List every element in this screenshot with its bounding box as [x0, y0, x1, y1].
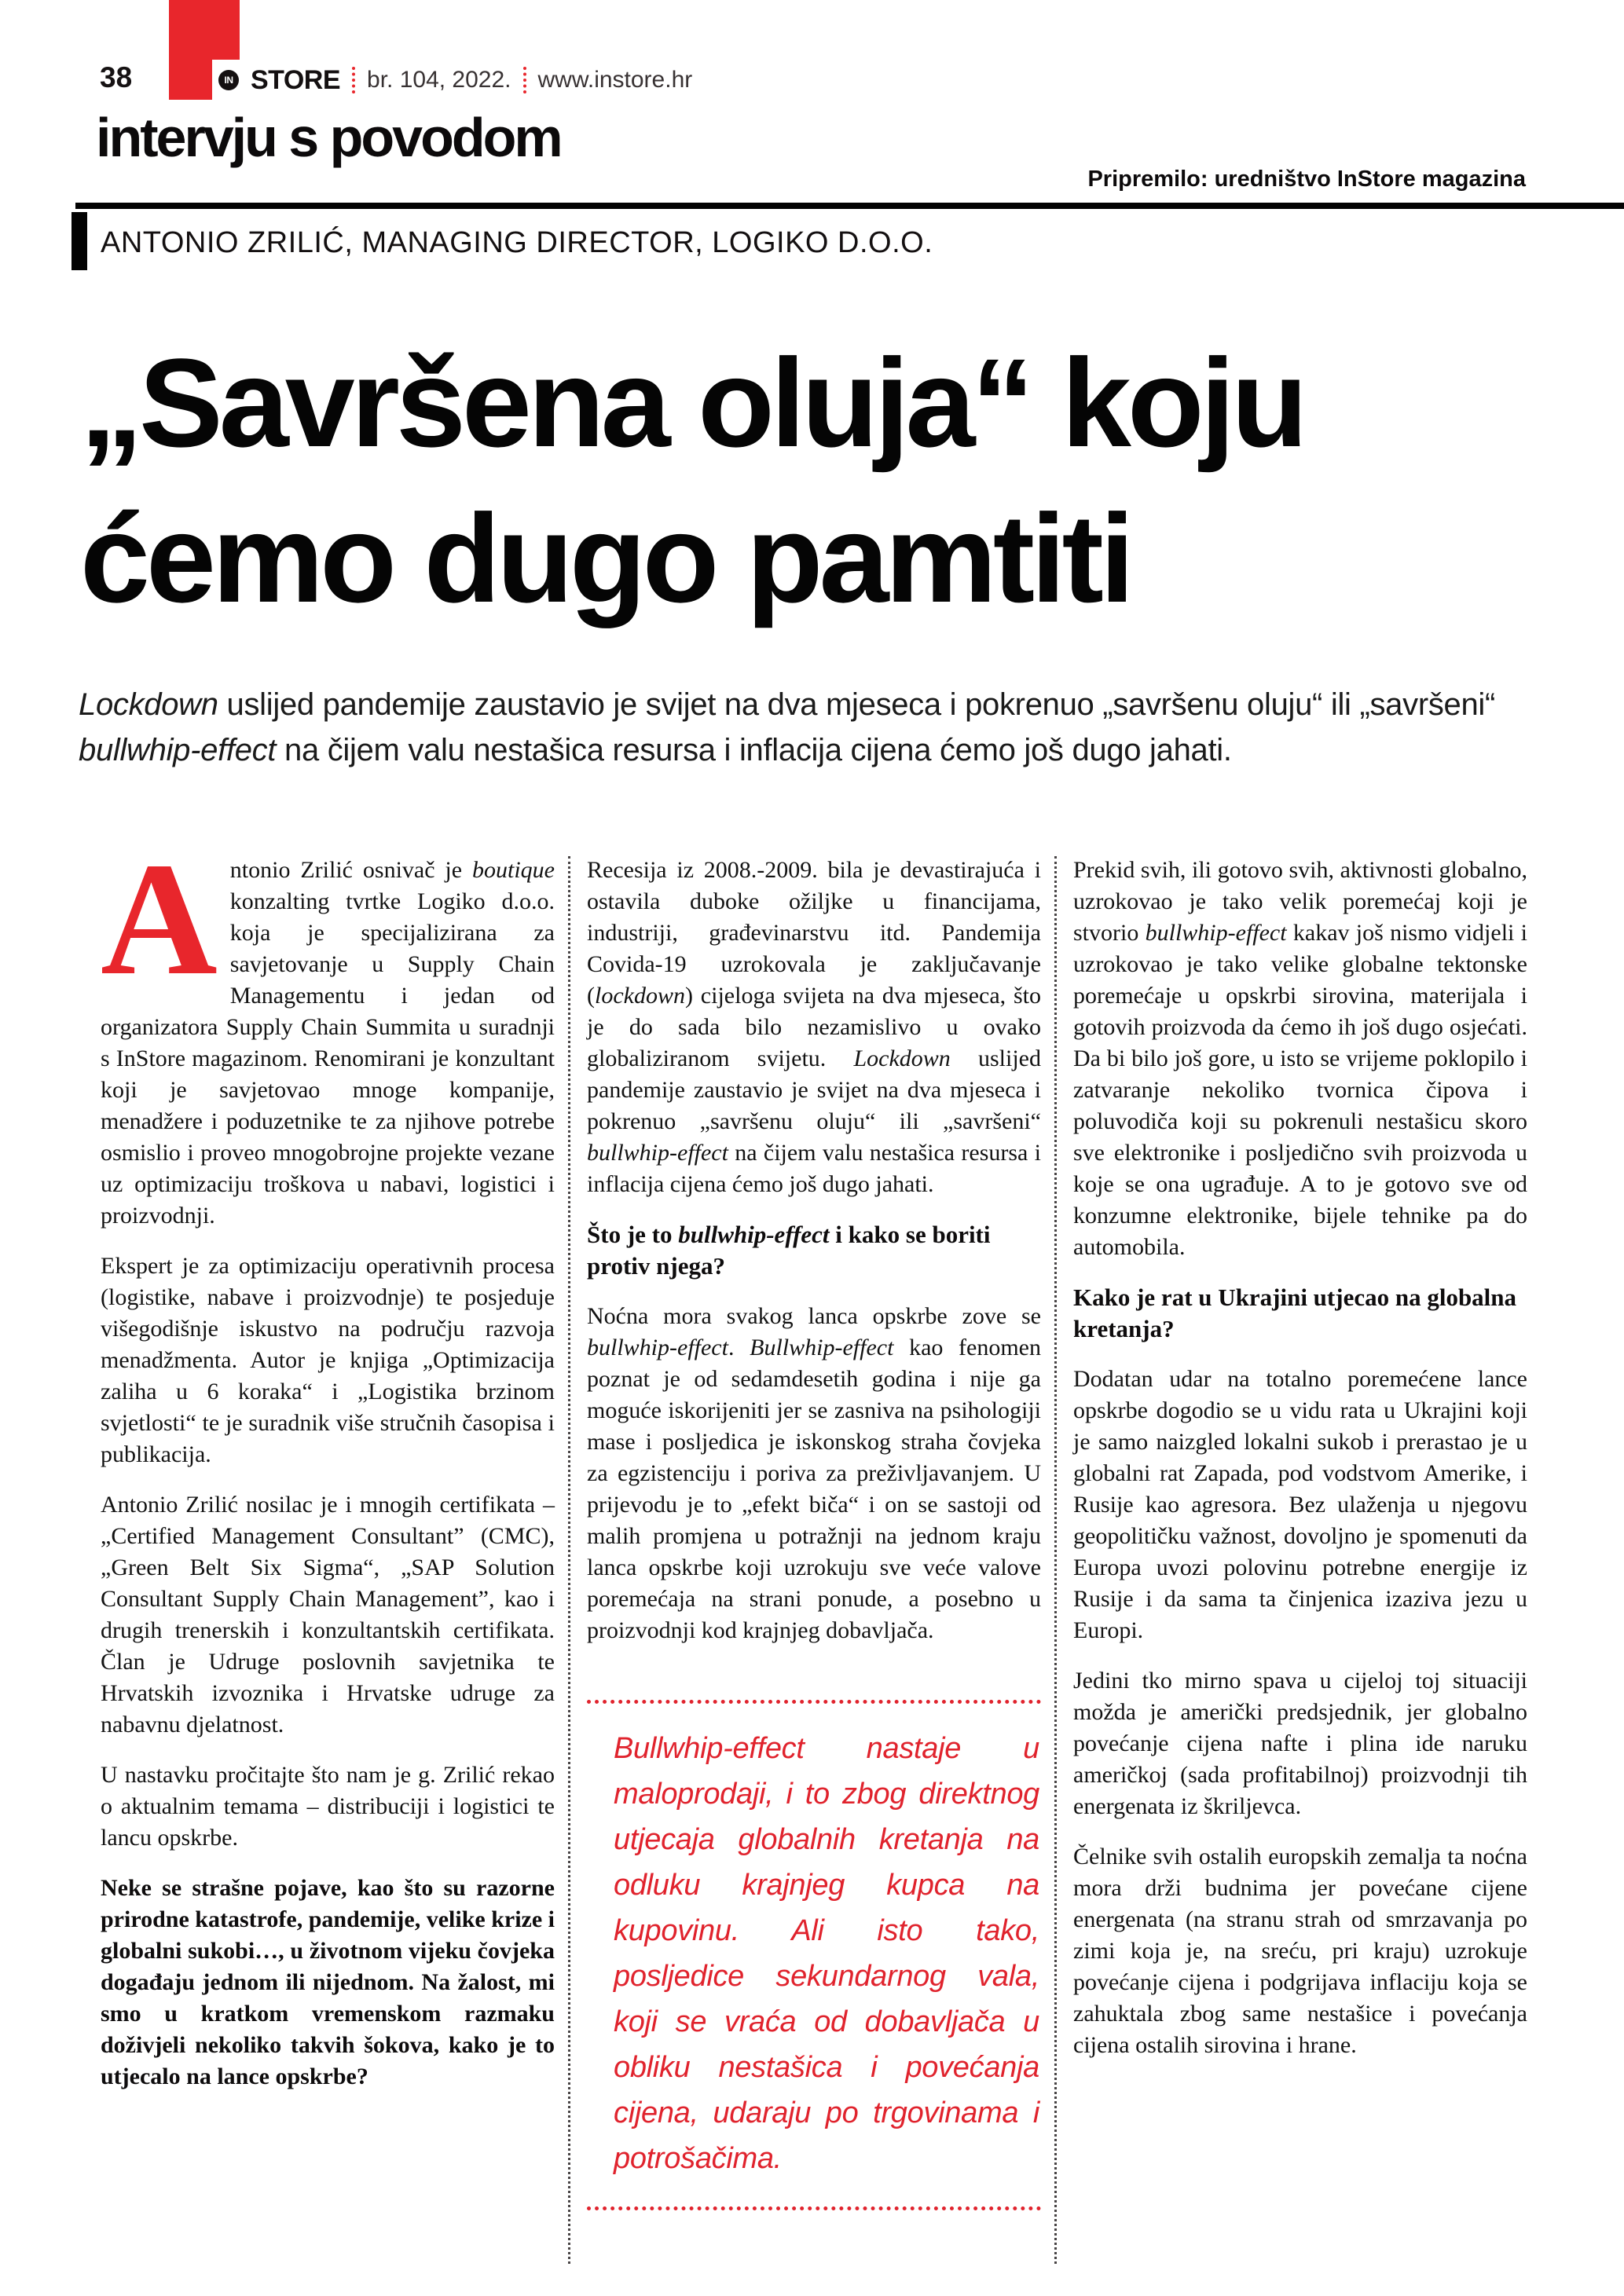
- article-columns: [101, 855, 1527, 2296]
- column-divider: [568, 856, 570, 2264]
- logo-in-text: IN: [224, 75, 233, 86]
- masthead-separator-icon: [523, 67, 526, 93]
- headline-line-2: ćemo dugo pamtiti: [80, 488, 1131, 628]
- article-column-3: [1073, 855, 1527, 2296]
- question-subhead: Što je to bullwhip-effect i kako se boriti protiv njega?: [587, 1221, 991, 1280]
- column-divider: [1054, 856, 1057, 2264]
- body-paragraph: Noćna mora svakog lanca opskrbe zove se bullwhip-effect. Bullwhip-effect kao fenomen poznat je od sedamdesetih godina i nije ga moguće iskorijeniti jer se zasniva na psihologiji mase i posljedica je iskonskog straha čovjeka za egzistenciju i poriva za preživljavanjem. U prijevodu je to „efekt biča“ i on se sastoji od malih promjena u potražnji na jednom kraju lanca opskrbe koji uzrokuju sve veće valove poremećaja na strani ponude, a posebno u proizvodnji kod krajnjeg dobavljača.: [587, 1303, 1041, 1643]
- kicker: ANTONIO ZRILIĆ, MANAGING DIRECTOR, LOGIKO D.O.O.: [101, 226, 933, 259]
- body-paragraph: Jedini tko mirno spava u cijeloj toj situaciji možda je američki predsjednik, jer globalno povećanje cijena nafte i plina ide naruku američkoj (sada profitabilnoj) proizvodnji tih energenata iz škriljevca.: [1073, 1668, 1527, 1819]
- question-paragraph: Neke se strašne pojave, kao što su razorne prirodne katastrofe, pandemije, velike krize i globalni sukobi…, u životnom vijeku čovjeka događaju jednom ili nijednom. Na žalost, mi smo u kratkom vremenskom razmaku doživjeli nekoliko takvih šokova, kako je to utjecalo na lance opskrbe?: [101, 1875, 555, 2089]
- page-number: 38: [100, 61, 133, 93]
- question-subhead: Kako je rat u Ukrajini utjecao na globalna kretanja?: [1073, 1283, 1517, 1342]
- masthead: [212, 60, 692, 101]
- website-url: www.instore.hr: [537, 67, 693, 93]
- body-paragraph: Dodatan udar na totalno poremećene lance opskrbe dogodio se u vidu rata u Ukrajini koji je samo naizgled lokalni sukob i prerastao je u globalni rat Zapada, pod vodstvom Amerike, i Rusije kao agresora. Bez ulaženja u njegovu geopolitičku važnost, dovoljno je spomenuti da Europa uvozi polovinu potrebne energije iz Rusije i da sama ta činjenica izaziva jezu u Europi.: [1073, 1366, 1527, 1643]
- instore-logo-icon: [218, 70, 239, 90]
- headline-line-1: „Savršena oluja“ koju: [80, 332, 1304, 473]
- byline: Pripremilo: uredništvo InStore magazina: [1087, 167, 1526, 192]
- body-paragraph: Prekid svih, ili gotovo svih, aktivnosti globalno, uzrokovao je tako velik poremećaj koji je stvorio bullwhip-effect kakav još nismo vidjeli i uzrokovao je tako velike globalne tektonske poremećaje u opskrbi sirovina, materijala i gotovih proizvoda da ćemo ih još dugo osjećati. Da bi bilo još gore, u isto se vrijeme poklopilo i zatvaranje nekoliko tvornica čipova i poluvodiča koji su pokrenuli nestašicu skoro sve elektronike i posljedično svih proizvoda u koje se ona ugrađuje. A to je gotovo sve od konzumne elektronike, bijele tehnike pa do automobila.: [1073, 857, 1527, 1260]
- issue-number: br. 104, 2022.: [367, 67, 511, 93]
- headline: [80, 325, 1581, 636]
- drop-cap: A: [101, 855, 218, 1009]
- horizontal-rule: [75, 203, 1624, 209]
- logo-store-text: STORE: [251, 65, 341, 95]
- section-title: intervju s povodom: [96, 107, 561, 168]
- masthead-separator-icon: [352, 67, 355, 93]
- body-paragraph: U nastavku pročitajte što nam je g. Zrilić rekao o aktualnim temama – distribuciji i logistici te lancu opskrbe.: [101, 1762, 555, 1851]
- body-paragraph: Ekspert je za optimizaciju operativnih procesa (logistike, nabave i proizvodnje) te posjeduje višegodišnje iskustvo na području razvoja menadžmenta. Autor je knjiga „Optimizacija zaliha u 6 koraka“ i „Logistika brzinom svjetlosti“ te je suradnik više stručnih časopisa i publikacija.: [101, 1253, 555, 1467]
- body-paragraph: Antonio Zrilić nosilac je i mnogih certifikata – „Certified Management Consultant” (CMC), „Green Belt Six Sigma“, „SAP Solution Consultant Supply Chain Management”, kao i drugih trenerskih i konzultantskih certifikata. Član je Udruge poslovnih savjetnika te Hrvatskih izvoznika i Hrvatske udruge za nabavnu djelatnost.: [101, 1492, 555, 1738]
- body-paragraph: Antonio Zrilić osnivač je boutique konzalting tvrtke Logiko d.o.o. koja je specijalizirana za savjetovanje u Supply Chain Managementu i jedan od organizatora Supply Chain Summita u suradnji s InStore magazinom. Renomirani je konzultant koji je savjetovao mnoge kompanije, menadžere i poduzetnike te za njihove potrebe osmislio i proveo mnogobrojne projekte vezane uz optimizaciju troškova u nabavi, logistici i proizvodnji.: [101, 855, 555, 1229]
- body-paragraph: Čelnike svih ostalih europskih zemalja ta noćna mora drži budnima jer povećane cijene energenata (na stranu strah od smrzavanja po zimi koja je, na sreću, pri kraju) uzrokuje povećanje cijena i podgrijava inflaciju koja se zahuktala zbog same nestašice i povećanja cijena ostalih sirovina i hrane.: [1073, 1844, 1527, 2058]
- pull-quote-text: Bullwhip-effect nastaje u maloprodaji, i to zbog direktnog utjecaja globalnih kretanja na odluku krajnjeg kupca na kupovinu. Ali isto tako, posljedice sekundarnog vala, koji se vraća od dobavljača u obliku nestašica i povećanja cijena, udaraju po trgovinama i potrošačima.: [614, 1732, 1039, 2175]
- lead-paragraph: Lockdown uslijed pandemije zaustavio je svijet na dva mjeseca i pokrenuo „savršenu oluju“ ili „savršeni“ bullwhip-effect na čijem valu nestašica resursa i inflacija cijena ćemo još dugo jahati.: [79, 687, 1496, 767]
- body-paragraph: Recesija iz 2008.-2009. bila je devastirajuća i ostavila duboke ožiljke u financijama, industriji, građevinarstvu itd. Pandemija Covida-19 uzrokovala je zaključavanje (lockdown) cijeloga svijeta na dva mjeseca, što je do sada bilo nezamislivo u ovako globaliziranom svijetu. Lockdown uslijed pandemije zaustavio je svijet na dva mjeseca i pokrenuo „savršenu oluju“ ili „savršeni“ bullwhip-effect na čijem valu nestašica resursa i inflacija cijena ćemo još dugo jahati.: [587, 857, 1041, 1197]
- article-column-2: [587, 855, 1041, 2296]
- kicker-bar: [71, 212, 87, 270]
- pull-quote: [587, 1700, 1041, 2210]
- article-column-1: [101, 855, 555, 2296]
